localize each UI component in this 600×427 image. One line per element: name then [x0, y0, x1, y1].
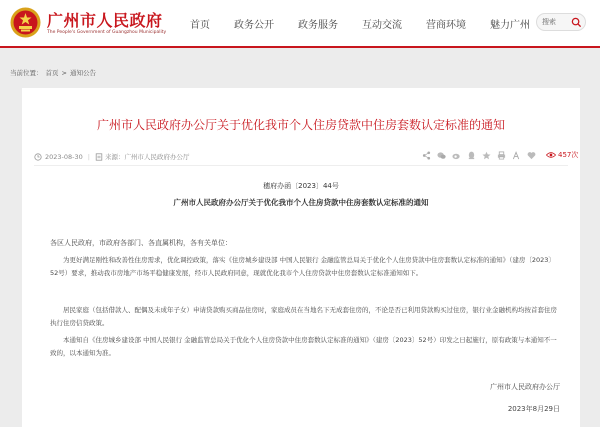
article-meta	[34, 152, 189, 161]
search-icon[interactable]	[571, 17, 582, 28]
main-nav	[190, 16, 530, 31]
national-emblem-icon[interactable]	[10, 7, 41, 38]
article-title: 广州市人民政府办公厅关于优化我市个人住房贷款中住房套数认定标准的通知	[96, 118, 505, 132]
meta-divider	[34, 165, 568, 166]
document-number: 穗府办函〔2023〕44号	[263, 182, 339, 190]
article-panel	[22, 88, 580, 427]
clock-icon	[34, 153, 42, 161]
signature: 广州市人民政府办公厅	[490, 383, 560, 391]
paragraph-1: 为更好满足刚性和改善性住房需求，优化调控政策，落实《住房城乡建设部 中国人民银行 金融监管总局关于优化个人住房贷款中住房套数认定标准的通知》（建房〔2023〕52号）要求，推动我市房地产市场平稳健康发展，经市人民政府同意，现就优化我市个人住房贷款中住房套数认定标准通知如下。	[50, 256, 555, 277]
nav-item-gov-affairs-open[interactable]: 政务公开	[234, 20, 274, 31]
weibo-icon[interactable]	[452, 151, 461, 160]
breadcrumb	[10, 68, 99, 77]
qq-icon[interactable]	[467, 151, 476, 160]
paragraph-3: 本通知自《住房城乡建设部 中国人民银行 金融监管总局关于优化个人住房贷款中住房套数认定标准的通知》（建房〔2023〕52号）印发之日起施行，原有政策与本通知不一致的，以本通知为准。	[50, 336, 557, 357]
breadcrumb-separator: >	[61, 69, 67, 77]
breadcrumb-item-notices[interactable]: 通知公告	[69, 69, 96, 77]
nav-item-home[interactable]: 首页	[190, 20, 210, 31]
nav-item-charm-guangzhou[interactable]: 魅力广州	[490, 20, 530, 31]
view-count	[546, 150, 578, 160]
search-label[interactable]: 搜索	[542, 18, 556, 26]
document-title: 广州市人民政府办公厅关于优化我市个人住房贷款中住房套数认定标准的通知	[173, 198, 429, 207]
header-divider	[0, 46, 600, 48]
paragraph-2: 居民家庭（包括借款人、配偶及未成年子女）申请贷款购买商品住房时，家庭成员在当地名下无成套住房的，不论是否已利用贷款购买过住房，银行业金融机构均按首套住房执行住房信贷政策。	[50, 306, 557, 327]
share-icon[interactable]	[422, 151, 431, 160]
eye-icon	[546, 151, 556, 159]
meta-separator: |	[87, 152, 90, 161]
breadcrumb-item-home[interactable]: 首页	[45, 69, 59, 77]
article-source: 广州市人民政府办公厅	[124, 153, 190, 161]
qzone-icon[interactable]	[482, 151, 491, 160]
print-icon[interactable]	[497, 151, 506, 160]
breadcrumb-prefix: 当前位置：	[10, 69, 43, 77]
salutation: 各区人民政府，市政府各部门、各直属机构，各有关单位：	[50, 239, 232, 247]
article-date: 2023-08-30	[45, 152, 83, 161]
search-box[interactable]	[536, 13, 586, 31]
source-label: 来源：	[104, 153, 125, 161]
signature-date: 2023年8月29日	[507, 405, 560, 413]
source-icon	[95, 153, 103, 161]
nav-item-gov-services[interactable]: 政务服务	[298, 20, 338, 31]
favorite-icon[interactable]	[527, 151, 536, 160]
site-logo-title[interactable]: 广州市人民政府	[47, 11, 163, 30]
nav-item-interaction[interactable]: 互动交流	[362, 20, 402, 31]
view-count-value: 457次	[558, 151, 579, 159]
wechat-icon[interactable]	[437, 151, 446, 160]
font-size-icon[interactable]	[512, 151, 521, 160]
share-bar	[422, 150, 578, 160]
site-logo-subtitle: The People's Government of Guangzhou Municipality	[47, 30, 167, 35]
nav-item-business-environment[interactable]: 营商环境	[426, 20, 466, 31]
site-header	[0, 0, 600, 46]
